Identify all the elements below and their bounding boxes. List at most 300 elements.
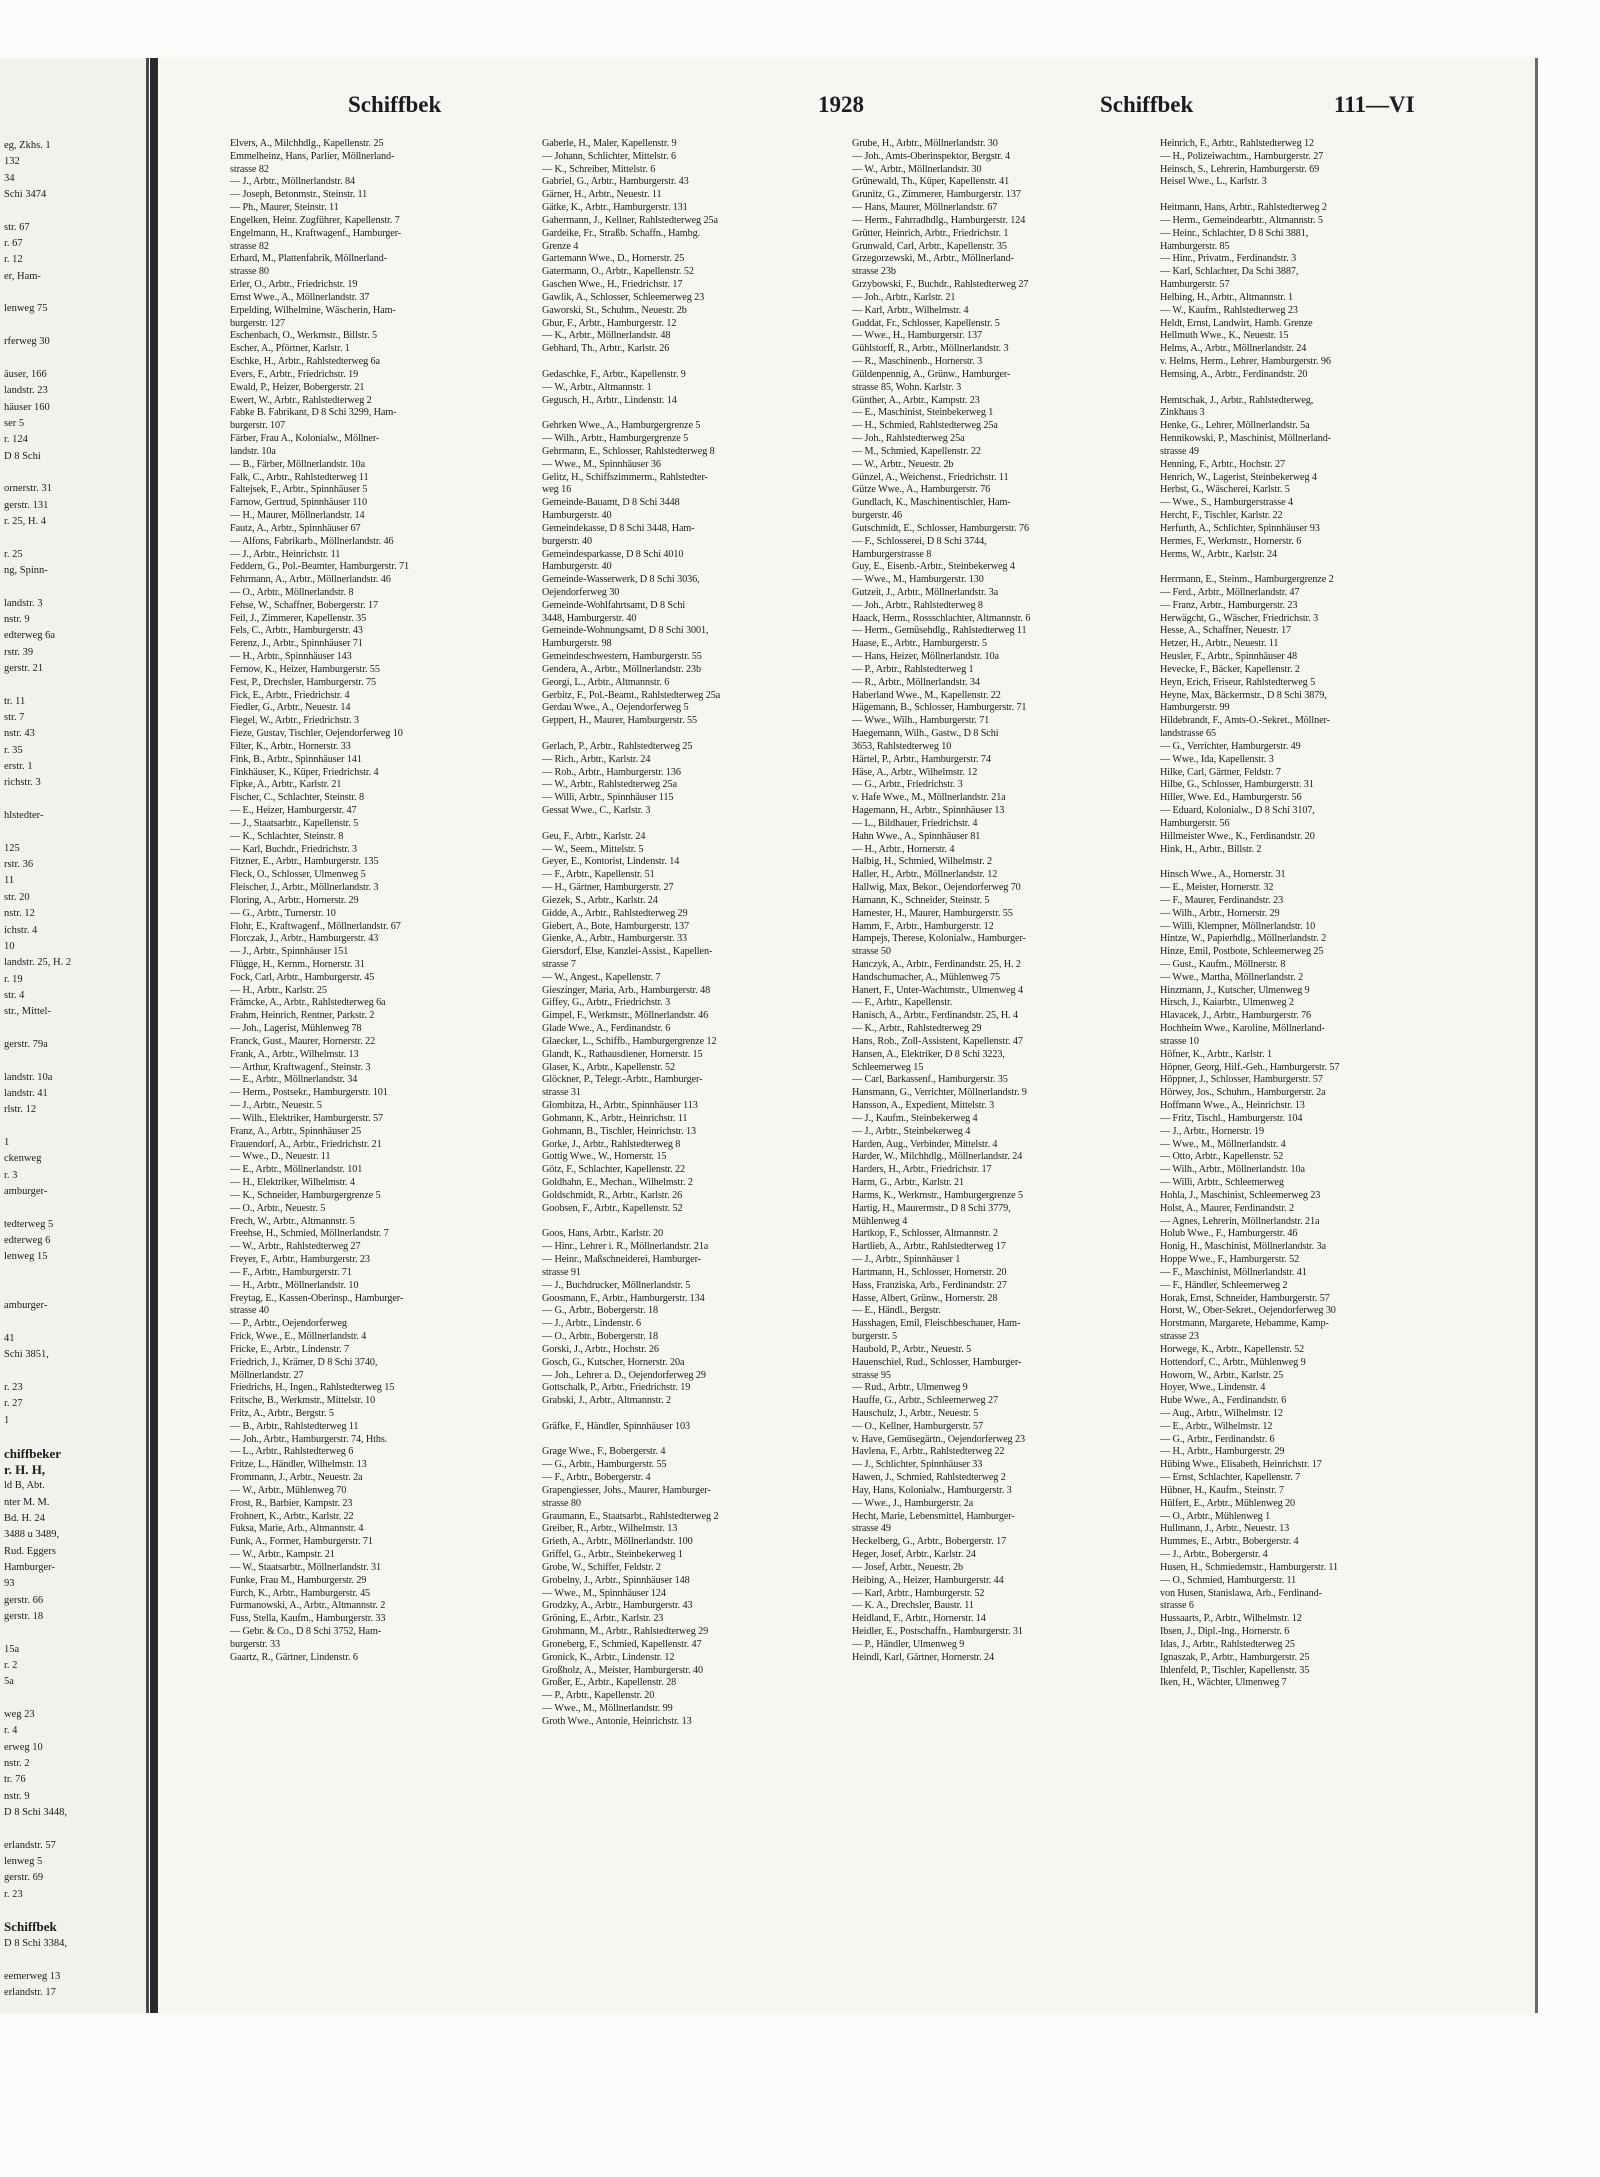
directory-entry: Glaecker, L., Schiffb., Hamburgergrenze 12 [542,1035,717,1047]
directory-entry: Fick, E., Arbtr., Friedrichstr. 4 [230,689,350,701]
directory-entry: strasse 82 [230,163,269,175]
directory-entry: Frech, W., Arbtr., Altmannstr. 5 [230,1215,355,1227]
directory-entry: Helms, A., Arbtr., Möllnerlandstr. 24 [1160,343,1307,355]
directory-entry: v. Have, Gemüsegärtn., Oejendorferweg 23 [852,1433,1025,1445]
left-fragment-line: gerstr. 131 [4,499,49,511]
left-fragment-line: rstr. 36 [4,859,34,871]
directory-entry: — R., Maschinenb., Hornerstr. 3 [852,356,983,368]
directory-entry [542,407,862,420]
left-fragment-line [4,1821,149,1837]
directory-entry: Haller, H., Arbtr., Möllnerlandstr. 12 [852,869,998,881]
directory-entry: Hintze, W., Papierhdlg., Möllnerlandstr. 2 [1160,933,1327,945]
directory-entry: Gaworski, St., Schuhm., Neuestr. 2b [542,304,687,316]
directory-entry: burgerstr. 127 [230,317,286,329]
directory-entry: Gebhard, Th., Arbtr., Karlstr. 26 [542,343,670,355]
directory-entry: Fehse, W., Schaffner, Bobergerstr. 17 [230,599,379,611]
directory-entry: strasse 10 [1160,1035,1199,1047]
directory-entry: — Fritz, Tischl., Hamburgerstr. 104 [1160,1112,1303,1124]
directory-entry: Hansen, A., Elektriker, D 8 Schi 3223, [852,1048,1005,1060]
left-fragment-line: r. 12 [4,254,23,266]
directory-entry: Hilbe, G., Schlosser, Hamburgerstr. 31 [1160,779,1314,791]
directory-entry: — Wwe., M., Möllnerlandstr. 99 [542,1703,673,1715]
left-fragment-line [4,1315,149,1331]
left-fragment-line: erstr. 1 [4,761,33,773]
directory-entry: Heusler, F., Arbtr., Spinnhäuser 48 [1160,651,1298,663]
directory-entry: Harder, W., Milchhdlg., Möllnerlandstr. 24 [852,1151,1023,1163]
directory-entry: — L., Arbtr., Rahlstedterweg 6 [230,1446,354,1458]
directory-entry: — G., Arbtr., Bobergerstr. 18 [542,1305,659,1317]
directory-entry: Möllnerlandstr. 27 [230,1369,304,1381]
directory-entry: Haubold, P., Arbtr., Neuestr. 5 [852,1343,972,1355]
left-fragment-line: landstr. 23 [4,385,48,397]
directory-entry: strasse 31 [542,1087,581,1099]
directory-entry: — Willi, Klempner, Möllnerlandstr. 10 [1160,920,1316,932]
directory-entry: — Joh., Lagerist, Mühlenweg 78 [230,1023,362,1035]
directory-entry: — Hans, Maurer, Möllnerlandstr. 67 [852,202,998,214]
directory-entry: Grobe, W., Schiffer, Feldstr. 2 [542,1561,661,1573]
directory-entry: Hochheim Wwe., Karoline, Möllnerland- [1160,1023,1325,1035]
directory-entry: Hanczyk, A., Arbtr., Ferdinandstr. 25, H. 2 [852,959,1021,970]
directory-entry: Heinsch, S., Lehrerin, Hamburgerstr. 69 [1160,163,1320,175]
directory-entry: Ihlenfeld, P., Tischler, Kapellenstr. 35 [1160,1664,1310,1676]
directory-entry: Haase, E., Arbtr., Hamburgerstr. 5 [852,638,988,650]
directory-entry: Gemeinde-Wohnungsamt, D 8 Schi 3001, [542,625,709,637]
directory-entry: von Husen, Stanislawa, Arb., Ferdinand- [1160,1587,1322,1599]
directory-entry: Fieze, Gustav, Tischler, Oejendorferweg 10 [230,728,403,740]
directory-entry: Idas, J., Arbtr., Rahlstedterweg 25 [1160,1638,1295,1650]
left-fragment-line [4,1282,149,1298]
directory-entry: Heinrich, F., Arbtr., Rahlstedterweg 12 [1160,138,1315,149]
directory-entry: Frick, Wwe., E., Möllnerlandstr. 4 [230,1331,367,1343]
directory-entry: Mühlenweg 4 [852,1215,908,1227]
directory-entry: Feddern, G., Pol.-Beamter, Hamburgerstr. 71 [230,561,410,573]
directory-entry [1160,382,1480,395]
directory-entry: Honig, H., Maschinist, Möllnerlandstr. 3a [1160,1241,1326,1253]
directory-entry: Grohmann, M., Arbtr., Rahlstedterweg 29 [542,1626,709,1638]
left-fragment-line: tr. 11 [4,695,26,707]
left-fragment-line: amburger- [4,1300,48,1312]
directory-entry: Harden, Aug., Verbinder, Mittelstr. 4 [852,1138,998,1150]
left-fragment-line: 132 [4,156,20,168]
book-gutter [150,58,158,2013]
directory-entry: — J., Kaufm., Steinbekerweg 4 [852,1112,978,1124]
directory-entry: — G., Arbtr., Turnerstr. 10 [230,907,336,919]
directory-entry: — J., Schlichter, Spinnhäuser 33 [852,1459,983,1471]
directory-entry: — J., Arbtr., Hornerstr. 19 [1160,1125,1264,1137]
left-fragment-line: 93 [4,1578,15,1590]
header-left-title: Schiffbek [348,92,442,117]
directory-entry: Evers, F., Arbtr., Friedrichstr. 19 [230,368,359,380]
directory-entry: Hamburgerstr. 56 [1160,817,1230,829]
directory-entry: — Karl, Arbtr., Hamburgerstr. 52 [852,1587,985,1599]
directory-entry [542,356,862,369]
left-page-fragment [0,58,149,2013]
directory-column-2 [542,138,862,1729]
left-fragment-line [4,1625,149,1641]
directory-entry: Heldt, Ernst, Landwirt, Hamb. Grenze [1160,317,1313,329]
directory-entry: — P., Händler, Ulmenweg 9 [852,1638,965,1650]
directory-entry: Gorski, J., Arbtr., Hochstr. 26 [542,1343,659,1355]
directory-entry: Filter, K., Arbtr., Hornerstr. 33 [230,740,351,752]
directory-entry: Fritze, L., Händler, Wilhelmstr. 13 [230,1459,367,1471]
directory-entry: Hagemann, H., Arbtr., Spinnhäuser 13 [852,805,1005,817]
directory-entry: — E., Arbtr., Wilhelmstr. 12 [1160,1420,1273,1432]
directory-entry: Gienke, A., Arbtr., Hamburgerstr. 33 [542,933,688,945]
left-fragment-line: Rud. Eggers [4,1545,56,1557]
directory-entry: Fitzner, E., Arbtr., Hamburgerstr. 135 [230,856,379,868]
directory-entry: — P., Arbtr., Oejendorferweg [230,1318,347,1330]
left-fragment-line: er, Ham- [4,270,41,282]
directory-entry: — W., Seem., Mittelstr. 5 [542,843,644,855]
directory-entry: Horwege, K., Arbtr., Kapellenstr. 52 [1160,1343,1305,1355]
left-fragment-line: nstr. 9 [4,1790,30,1802]
directory-entry: Hauffe, G., Arbtr., Schleemerweg 27 [852,1395,998,1407]
directory-entry: — M., Schmied, Kapellenstr. 22 [852,445,981,457]
left-fragment-line: eg, Zkhs. 1 [4,140,51,151]
left-fragment-line: Schiffbek [4,1919,57,1935]
directory-entry: — Wwe., M., Spinnhäuser 36 [542,458,661,470]
directory-entry: Hildebrandt, F., Amts-O.-Sekret., Möllner- [1160,715,1330,727]
directory-entry: — W., Angest., Kapellenstr. 7 [542,971,661,983]
directory-entry [1160,856,1480,869]
left-fragment-line: gerstr. 18 [4,1610,44,1622]
directory-entry: — Wwe., M., Möllnerlandstr. 4 [1160,1138,1286,1150]
directory-entry: — Joh., Lehrer a. D., Oejendorferweg 29 [542,1369,706,1381]
left-fragment-line [4,350,149,366]
directory-entry: — B., Färber, Möllnerlandstr. 10a [230,458,365,470]
directory-entry: strasse 23 [1160,1331,1199,1343]
directory-entry: Oejendorferweg 30 [542,586,620,598]
directory-entry: — Ferd., Arbtr., Möllnerlandstr. 47 [1160,586,1300,598]
directory-entry: Hamburgerstr. 85 [1160,240,1230,252]
directory-entry: — K., Schreiber, Mittelstr. 6 [542,163,656,175]
directory-entry: — W., Arbtr., Kampstr. 21 [230,1549,335,1561]
directory-entry: Fuksa, Marie, Arb., Altmannstr. 4 [230,1523,364,1535]
directory-entry: — Arthur, Kraftwagenf., Steinstr. 3 [230,1061,371,1073]
directory-entry: v. Hafe Wwe., M., Möllnerlandstr. 21a [852,792,1006,804]
directory-entry: — Wilh., Arbtr., Hamburgergrenze 5 [542,433,689,445]
directory-entry: — O., Kellner, Hamburgerstr. 57 [852,1420,983,1432]
directory-entry: Hallwig, Max, Bekor., Oejendorferweg 70 [852,882,1021,894]
directory-entry: Glöckner, P., Telegr.-Arbtr., Hamburger- [542,1074,703,1086]
directory-column-1 [230,138,550,1665]
directory-entry: Gessat Wwe., C., Karlstr. 3 [542,805,651,817]
directory-entry: — Karl, Buchdr., Friedrichstr. 3 [230,843,357,855]
directory-entry: Goldhahn, E., Mechan., Wilhelmstr. 2 [542,1177,693,1189]
directory-entry: Hercht, F., Tischler, Karlstr. 22 [1160,510,1283,522]
directory-entry: — Josef, Arbtr., Neuestr. 2b [852,1561,963,1573]
left-fragment-line: str. 67 [4,221,30,233]
directory-entry: Großholz, A., Meister, Hamburgerstr. 40 [542,1664,704,1676]
directory-entry: burgerstr. 46 [852,510,903,522]
directory-entry: Harms, K., Werkmstr., Hamburgergrenze 5 [852,1189,1023,1201]
left-fragment-line: gerstr. 79a [4,1038,48,1050]
directory-entry: Hawen, J., Schmied, Rahlstedterweg 2 [852,1472,1006,1484]
left-fragment-line [4,1266,149,1282]
directory-entry: Fest, P., Drechsler, Hamburgerstr. 75 [230,676,376,688]
directory-entry: Hübner, H., Kaufm., Steinstr. 7 [1160,1484,1284,1496]
directory-entry [1160,561,1480,574]
left-fragment-line: nstr. 2 [4,1758,30,1770]
directory-entry: Hartmann, H., Schlosser, Hornerstr. 20 [852,1266,1007,1278]
directory-entry: — K., Arbtr., Rahlstedterweg 29 [852,1023,982,1035]
directory-entry: Gutzeit, J., Arbtr., Möllnerlandstr. 3a [852,586,999,598]
left-fragment-line: r. 67 [4,238,23,250]
directory-entry: — G., Arbtr., Ferdinandstr. 6 [1160,1433,1275,1445]
directory-entry: — Herm., Postsekr., Hamburgerstr. 101 [230,1087,388,1099]
directory-entry: strasse 49 [852,1523,891,1535]
directory-entry: — Wilh., Elektriker, Hamburgerstr. 57 [230,1112,383,1124]
directory-entry: Hermes, F., Werkmstr., Hornerstr. 6 [1160,535,1302,547]
directory-entry: Elvers, A., Milchhdlg., Kapellenstr. 25 [230,138,384,149]
directory-entry: Fischer, C., Schlachter, Steinstr. 8 [230,792,364,804]
directory-entry: — G., Arbtr., Friedrichstr. 3 [852,779,963,791]
directory-entry: Erhard, M., Plattenfabrik, Möllnerland- [230,253,388,265]
directory-entry: Groth Wwe., Antonie, Heinrichstr. 13 [542,1715,692,1727]
left-fragment-line: landstr. 25, H. 2 [4,957,72,969]
left-fragment-line: nstr. 9 [4,613,30,625]
directory-entry: — Aug., Arbtr., Wilhelmstr. 12 [1160,1407,1283,1419]
directory-entry: Hemtschak, J., Arbtr., Rahlstedterweg, [1160,394,1314,406]
directory-entry: Fritsche, B., Werkmstr., Mittelstr. 10 [230,1395,376,1407]
directory-entry: strasse 95 [852,1369,891,1381]
directory-entry: — K., Schlachter, Steinstr. 8 [230,830,344,842]
directory-entry: Hilke, Carl, Gärtner, Feldstr. 7 [1160,766,1281,778]
directory-entry: Hottendorf, C., Arbtr., Mühlenweg 9 [1160,1356,1306,1368]
directory-entry: Hansson, A., Expedient, Mittelstr. 3 [852,1100,995,1112]
directory-entry: — Alfons, Fabrikarb., Möllnerlandstr. 46 [230,535,394,547]
directory-entry: Fritz, A., Arbtr., Bergstr. 5 [230,1407,334,1419]
left-fragment-line: r. 3 [4,1169,18,1181]
directory-entry: Faltejsek, F., Arbtr., Spinnhäuser 5 [230,484,368,496]
directory-entry: — W., Kaufm., Rahlstedterweg 23 [1160,304,1298,316]
left-fragment-line: tedterweg 5 [4,1218,54,1230]
directory-entry: Geu, F., Arbtr., Karlstr. 24 [542,830,646,842]
left-fragment-line: D 8 Schi 3448, [4,1807,67,1819]
directory-entry: Grünewald, Th., Küper, Kapellenstr. 41 [852,176,1010,188]
directory-entry: Gbur, F., Arbtr., Hamburgerstr. 12 [542,317,677,329]
directory-entry: Herbst, G., Wäscherei, Karlstr. 5 [1160,484,1290,496]
directory-entry: — E., Händl., Bergstr. [852,1305,941,1317]
left-fragment-line: häuser 160 [4,401,50,413]
directory-entry: — W., Arbtr., Möllnerlandstr. 30 [852,163,982,175]
left-fragment-line: ng, Spinn- [4,564,48,576]
directory-entry: Ewert, W., Arbtr., Rahlstedterweg 2 [230,394,372,406]
left-fragment-line: ichstr. 4 [4,924,38,936]
header-page-number: 111—VI [1334,92,1415,117]
left-fragment-line: r. 124 [4,434,28,446]
directory-entry: Hauschulz, J., Arbtr., Neuestr. 5 [852,1407,979,1419]
left-fragment-line [4,1364,149,1380]
directory-entry: Hamburgerstr. 57 [1160,279,1230,291]
directory-entry: — Herm., Fahrradhdlg., Hamburgerstr. 124 [852,214,1026,226]
directory-entry: — Ph., Maurer, Steinstr. 11 [230,202,339,214]
directory-entry: — F., Arbtr., Kapellenstr. 51 [542,869,655,881]
left-fragment-line: ckenweg [4,1153,42,1165]
left-fragment-line: äuser, 166 [4,368,47,380]
directory-entry: Grütter, Heinrich, Arbtr., Friedrichstr. 1 [852,227,1009,239]
directory-entry: Glaser, K., Arbtr., Kapellenstr. 52 [542,1061,676,1073]
directory-entry: — Johann, Schlichter, Mittelstr. 6 [542,150,676,162]
left-fragment-line: str. 20 [4,891,30,903]
directory-entry: Günzel, A., Weichenst., Friedrichstr. 11 [852,471,1009,483]
left-fragment-line: r. 23 [4,1382,23,1394]
directory-entry: — Heinr., Schlachter, D 8 Schi 3881, [1160,227,1309,239]
directory-entry: Haegemann, Wilh., Gastw., D 8 Schi [852,728,999,740]
directory-entry: — E., Arbtr., Möllnerlandstr. 34 [230,1074,358,1086]
directory-entry: Frost, R., Barbier, Kampstr. 23 [230,1497,353,1509]
directory-entry: Gohmann, K., Arbtr., Heinrichstr. 11 [542,1112,688,1124]
directory-entry: — G., Arbtr., Hamburgerstr. 55 [542,1459,667,1471]
directory-entry: — H., Arbtr., Hornerstr. 4 [852,843,955,855]
directory-entry: Gärner, H., Arbtr., Neuestr. 11 [542,189,662,201]
directory-entry: Ernst Wwe., A., Möllnerlandstr. 37 [230,291,370,303]
directory-entry: Furch, K., Arbtr., Hamburgerstr. 45 [230,1587,371,1599]
left-fragment-line [4,677,149,693]
left-fragment-line: 1 [4,1414,10,1426]
directory-entry: — Wwe., S., Hamburgerstrasse 4 [1160,497,1293,509]
left-fragment-line: rstr. 39 [4,646,34,658]
directory-entry: Gemeinde-Bauamt, D 8 Schi 3448 [542,497,680,509]
directory-entry: — Joseph, Betonmstr., Steinstr. 11 [230,189,368,201]
left-fragment-line: nter M. M. [4,1496,50,1508]
directory-entry: Hube Wwe., A., Ferdinandstr. 6 [1160,1395,1287,1407]
directory-entry: Glombitza, H., Arbtr., Spinnhäuser 113 [542,1100,698,1112]
directory-entry: Grzegorzewski, M., Arbtr., Möllnerland- [852,253,1014,265]
directory-entry: Hamburgerstr. 40 [542,561,612,573]
directory-entry: Iken, H., Wächter, Ulmenweg 7 [1160,1677,1287,1689]
directory-entry: Haberland Wwe., M., Kapellenstr. 22 [852,689,1001,701]
directory-entry: — O., Arbtr., Bobergerstr. 18 [542,1331,659,1343]
directory-entry: Fabke B. Fabrikant, D 8 Schi 3299, Ham- [230,407,397,419]
directory-entry: Hasshagen, Emil, Fleischbeschauer, Ham- [852,1318,1021,1330]
directory-entry: Gräfke, F., Händler, Spinnhäuser 103 [542,1420,690,1432]
directory-entry: Franz, A., Arbtr., Spinnhäuser 25 [230,1125,362,1137]
directory-entry: Goosmann, F., Arbtr., Hamburgerstr. 134 [542,1292,705,1304]
left-fragment-line [4,203,149,219]
directory-entry: burgerstr. 33 [230,1638,281,1650]
directory-entry: Havlena, F., Arbtr., Rahlstedterweg 22 [852,1446,1005,1458]
directory-entry: Gundlach, K., Maschinentischler, Ham- [852,497,1011,509]
directory-entry: — H., Gärtner, Hamburgerstr. 27 [542,882,674,894]
directory-entry: — Wwe., M., Spinnhäuser 124 [542,1587,666,1599]
left-fragment-line: rlstr. 12 [4,1104,37,1116]
directory-entry: Hlavacek, J., Arbtr., Hamburgerstr. 76 [1160,1010,1312,1022]
left-fragment-line: landstr. 3 [4,597,43,609]
directory-entry: Fehrmann, A., Arbtr., Möllnerlandstr. 46 [230,574,391,586]
directory-entry: Hecht, Marie, Lebensmittel, Hamburger- [852,1510,1015,1522]
directory-entry: — Wilh., Arbtr., Möllnerlandstr. 10a [1160,1164,1305,1176]
directory-entry: Gegusch, H., Arbtr., Lindenstr. 14 [542,394,677,406]
directory-entry: Gemeindeschwestern, Hamburgerstr. 55 [542,651,702,663]
directory-entry: — Agnes, Lehrerin, Möllnerlandstr. 21a [1160,1215,1320,1227]
directory-entry: — E., Meister, Hornerstr. 32 [1160,882,1274,894]
left-fragment-line [4,1053,149,1069]
directory-entry: Heyn, Erich, Friseur, Rahlstedterweg 5 [1160,676,1316,688]
left-fragment-line [4,792,149,808]
left-fragment-line: eemerweg 13 [4,1970,61,1982]
directory-entry: Flügge, H., Kernm., Hornerstr. 31 [230,959,365,970]
directory-entry: Henning, F., Arbtr., Hochstr. 27 [1160,458,1286,470]
directory-entry: Gutschmidt, E., Schlosser, Hamburgerstr. 76 [852,522,1030,534]
directory-entry: — E., Heizer, Hamburgerstr. 47 [230,805,357,817]
directory-entry: Erler, O., Arbtr., Friedrichstr. 19 [230,279,358,291]
directory-entry: — Karl, Arbtr., Wilhelmstr. 4 [852,304,969,316]
left-fragment-line [4,530,149,546]
directory-entry: Goos, Hans, Arbtr., Karlstr. 20 [542,1228,664,1240]
left-fragment-line: erlandstr. 57 [4,1839,56,1851]
left-fragment-line: str. 4 [4,989,25,1001]
directory-entry: burgerstr. 107 [230,420,286,432]
directory-entry: Großer, E., Arbtr., Kapellenstr. 28 [542,1677,677,1689]
directory-entry: Emmelheinz, Hans, Parlier, Möllnerland- [230,150,395,162]
directory-entry: — K. A., Drechsler, Baustr. 11 [852,1600,974,1612]
left-fragment-line: 41 [4,1333,15,1345]
directory-entry: Gaartz, R., Gärtner, Lindenstr. 6 [230,1651,358,1663]
directory-entry: Hasse, Albert, Grünw., Hornerstr. 28 [852,1292,998,1304]
directory-entry [542,1434,862,1447]
directory-entry: — H., Arbtr., Hamburgerstr. 29 [1160,1446,1285,1458]
directory-entry: Ewald, P., Heizer, Bobergerstr. 21 [230,381,365,393]
directory-entry: Fricke, E., Arbtr., Lindenstr. 7 [230,1343,350,1355]
directory-entry: Hartlieb, A., Arbtr., Rahlstedterweg 17 [852,1241,1006,1253]
directory-entry: — K., Schneider, Hamburgergrenze 5 [230,1189,381,1201]
directory-entry: Henrich, W., Lagerist, Steinbekerweg 4 [1160,471,1317,483]
directory-entry: Eschke, H., Arbtr., Rahlstedterweg 6a [230,356,380,368]
left-fragment-line: 15a [4,1643,20,1655]
left-fragment-line [4,579,149,595]
directory-entry: — E., Arbtr., Möllnerlandstr. 101 [230,1164,363,1176]
left-fragment-line: nstr. 43 [4,728,35,740]
directory-entry: — Hinr., Lehrer i. R., Möllnerlandstr. 21a [542,1241,709,1253]
directory-entry: — Otto, Arbtr., Kapellenstr. 52 [1160,1151,1284,1163]
directory-entry: Geyer, E., Kontorist, Lindenstr. 14 [542,856,680,868]
directory-entry: Grapengiesser, Johs., Maurer, Hamburger- [542,1484,711,1496]
directory-entry: Frommann, J., Arbtr., Neuestr. 2a [230,1472,363,1484]
left-fragment-line: r. 25, H. 4 [4,515,46,527]
directory-entry: Gerbitz, F., Pol.-Beamt., Rahlstedterweg 25a [542,689,721,701]
directory-entry: Haack, Herm., Rossschlachter, Altmannstr. 6 [852,612,1031,624]
directory-entry: Hillmeister Wwe., K., Ferdinandstr. 20 [1160,830,1315,842]
directory-entry: Gieszinger, Maria, Arb., Hamburgerstr. 48 [542,984,711,996]
directory-entry [1160,189,1480,202]
directory-entry: Groneberg, F., Schmied, Kapellenstr. 47 [542,1638,702,1650]
directory-entry: Gidde, A., Arbtr., Rahlstedterweg 29 [542,907,688,919]
directory-entry: — Joh., Rahlstedterweg 25a [852,433,965,445]
directory-entry: Giersdorf, Else, Kanzlei-Assist., Kapellen- [542,946,713,958]
left-fragment-line: r. 35 [4,744,23,756]
directory-entry: Frank, A., Arbtr., Wilhelmstr. 13 [230,1048,359,1060]
directory-entry: Greiber, R., Arbtr., Wilhelmstr. 13 [542,1523,678,1535]
directory-entry: Gatermann, O., Arbtr., Kapellenstr. 52 [542,266,694,278]
directory-entry: Grodzky, A., Arbtr., Hamburgerstr. 43 [542,1600,693,1612]
left-fragment-line [4,318,149,334]
directory-entry: Helbing, H., Arbtr., Altmannstr. 1 [1160,291,1293,303]
directory-entry: Frahm, Heinrich, Rentner, Parkstr. 2 [230,1010,375,1022]
left-fragment-line: landstr. 41 [4,1087,48,1099]
directory-entry: Flohr, E., Kraftwagenf., Möllnerlandstr. 67 [230,920,401,932]
directory-entry: strasse 49 [1160,445,1199,457]
directory-entry: Fels, C., Arbtr., Hamburgerstr. 43 [230,625,363,637]
directory-entry: Hägemann, B., Schlosser, Hamburgerstr. 71 [852,702,1027,714]
directory-entry: Escher, A., Pförtner, Karlstr. 1 [230,343,350,355]
directory-entry: Hohla, J., Maschinist, Schleemerweg 23 [1160,1189,1321,1201]
directory-entry: — J., Arbtr., Möllnerlandstr. 84 [230,176,355,188]
directory-entry: — J., Arbtr., Lindenstr. 6 [542,1318,641,1330]
directory-entry: — J., Staatsarbtr., Kapellenstr. 5 [230,817,359,829]
directory-entry: Gottig Wwe., W., Hornerstr. 15 [542,1151,667,1163]
directory-entry: Glandt, K., Rathausdiener, Hornerstr. 15 [542,1048,703,1060]
